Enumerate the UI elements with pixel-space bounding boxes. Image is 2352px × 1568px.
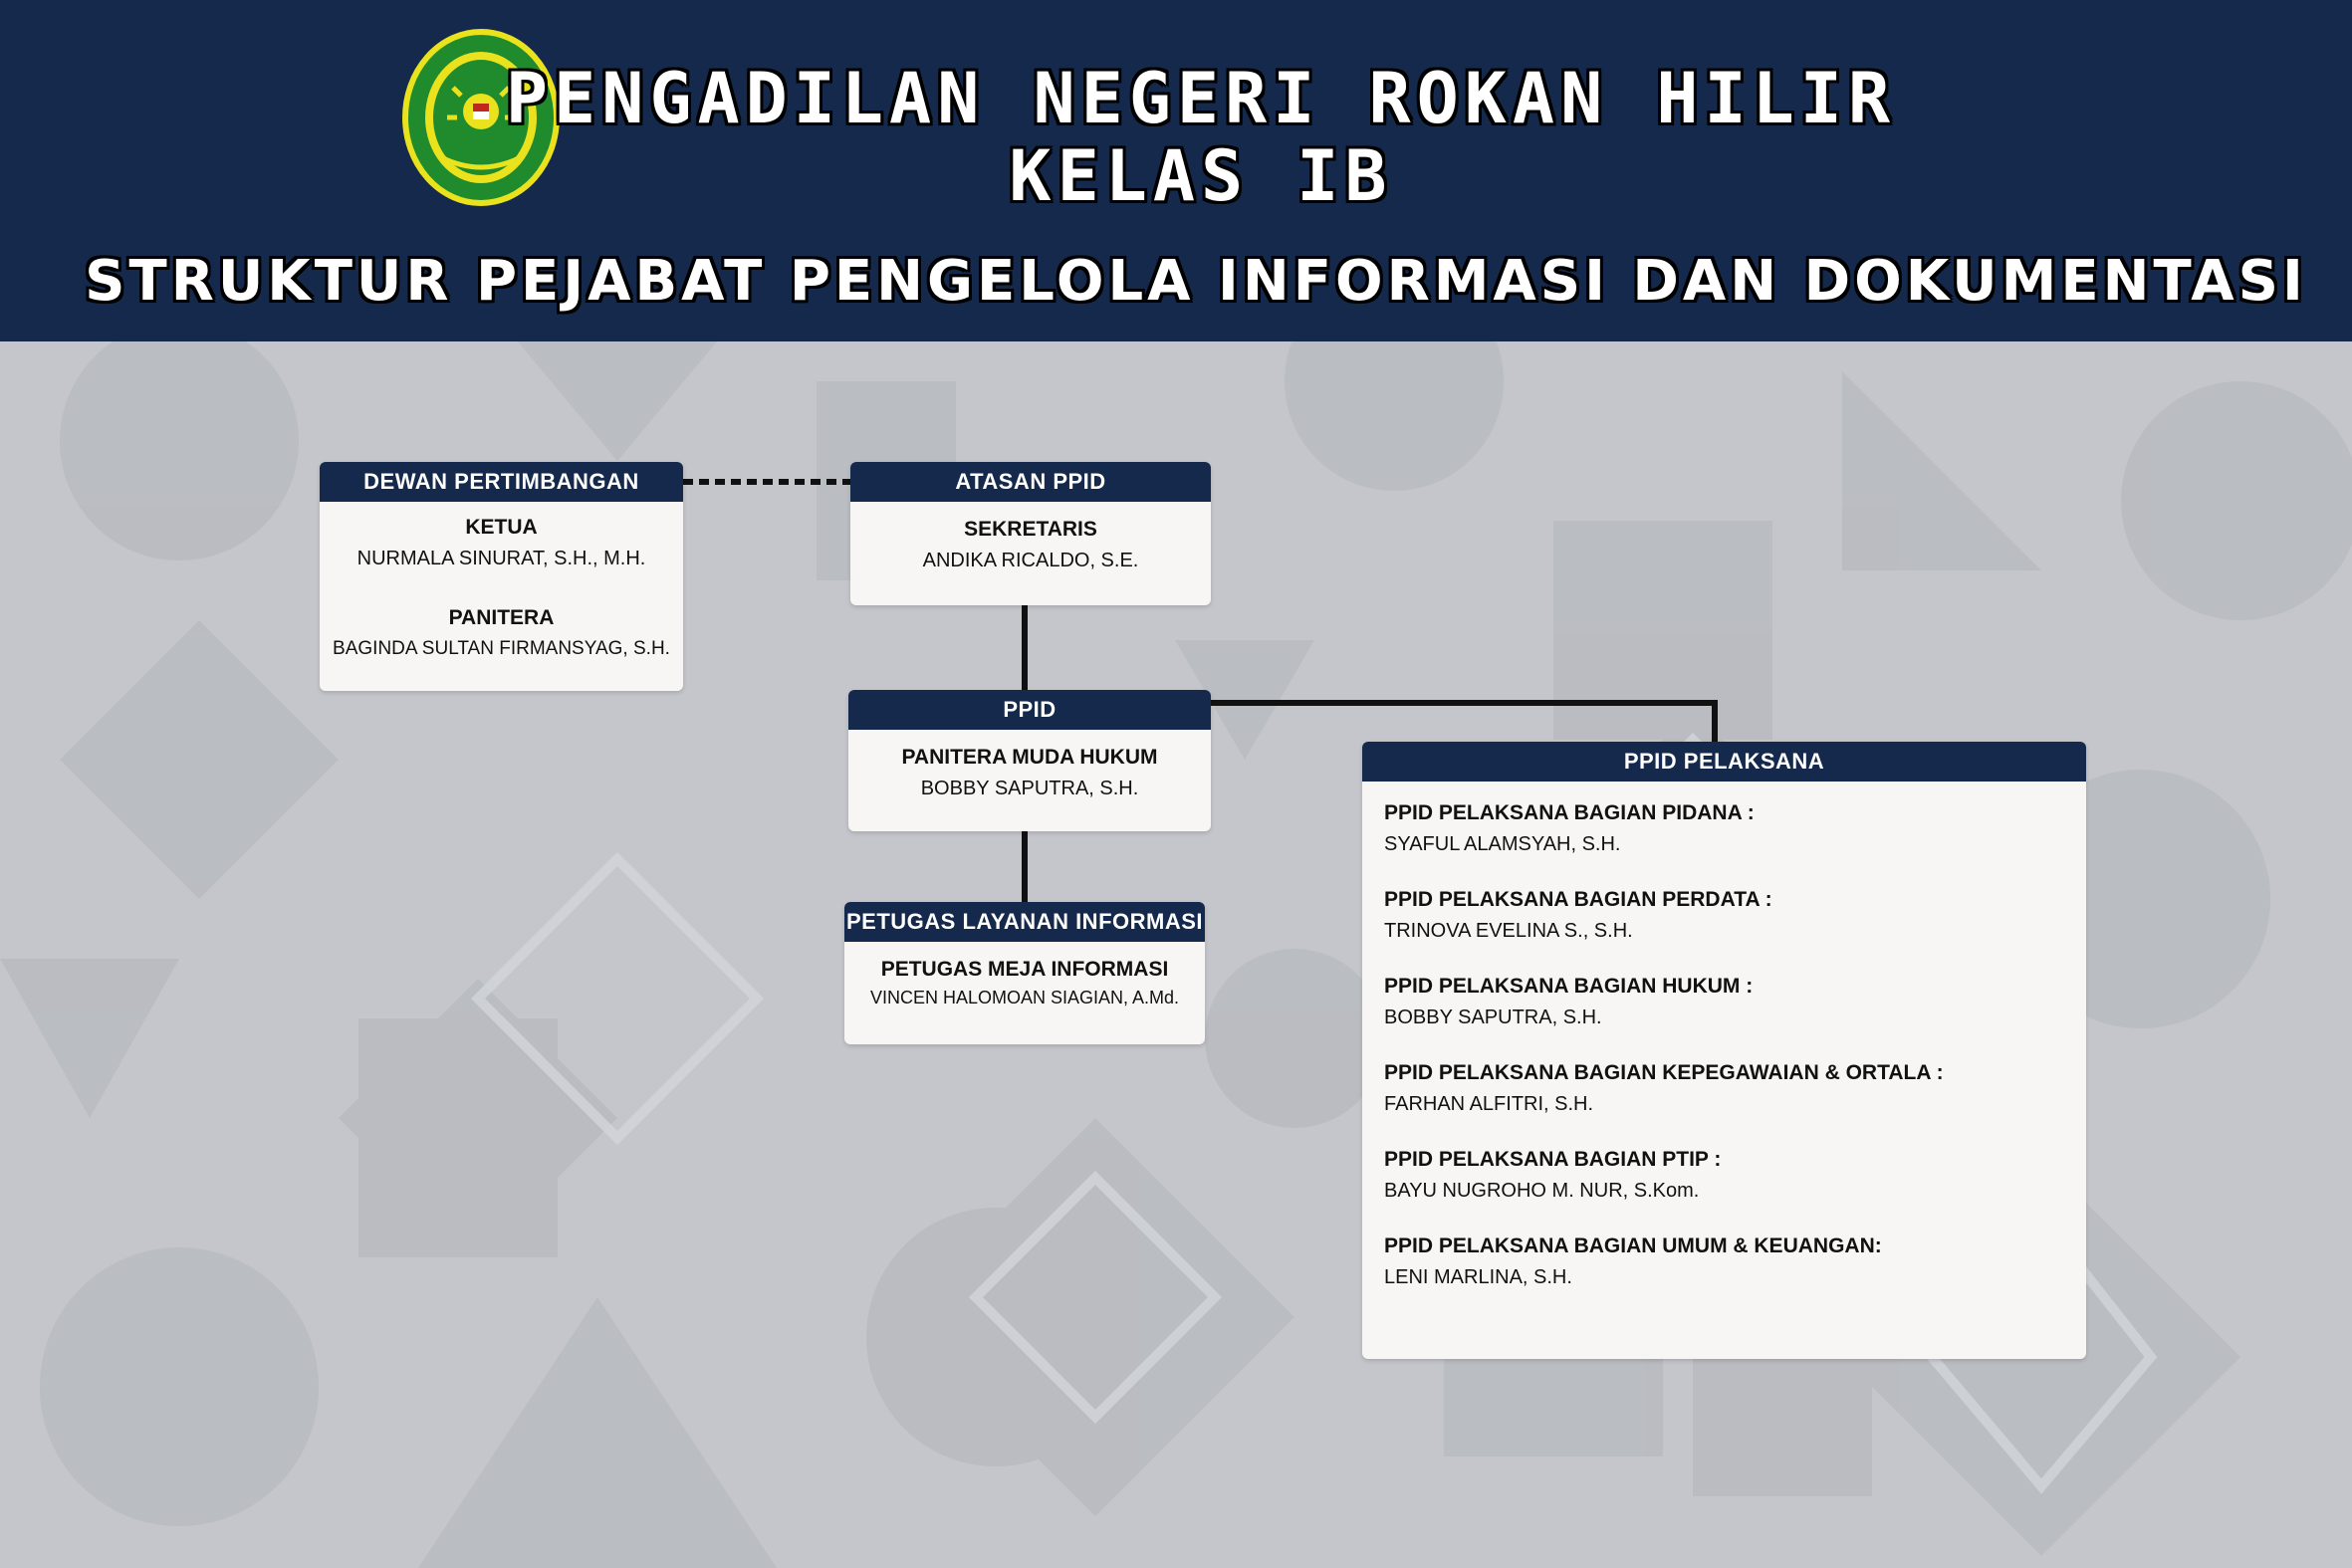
person-name: SYAFUL ALAMSYAH, S.H. [1384,833,1621,855]
connector-ppid-pelaksana [1209,703,1715,742]
list-item [1384,1148,2064,1203]
role-label: PPID PELAKSANA BAGIAN PTIP : [1384,1148,1722,1171]
header-class: KELAS IB [1009,135,1393,217]
list-item [1384,801,2064,856]
atasan-ppid-card [850,462,1211,605]
role-label: PANITERA MUDA HUKUM [901,746,1158,769]
card-title: PPID PELAKSANA [1362,742,2086,782]
header-title: PENGADILAN NEGERI ROKAN HILIR [505,58,1897,139]
ppid-card [848,690,1211,831]
ppid-pelaksana-card [1362,742,2086,1359]
role-label: PPID PELAKSANA BAGIAN UMUM & KEUANGAN: [1384,1234,1882,1257]
list-item [1384,1061,2064,1116]
list-item [1384,1234,2064,1289]
person-name: VINCEN HALOMOAN SIAGIAN, A.Md. [869,988,1180,1008]
petugas-layanan-card [844,902,1205,1044]
dewan-pertimbangan-card [320,462,683,691]
card-title: PPID [848,690,1211,730]
person-name: BAYU NUGROHO M. NUR, S.Kom. [1384,1180,1700,1202]
person-name: FARHAN ALFITRI, S.H. [1384,1093,1594,1115]
card-title: ATASAN PPID [850,462,1211,502]
role-label: PPID PELAKSANA BAGIAN PERDATA : [1384,888,1772,911]
role-label: PPID PELAKSANA BAGIAN PIDANA : [1384,801,1755,824]
person-name: TRINOVA EVELINA S., S.H. [1384,920,1633,942]
person-name: LENI MARLINA, S.H. [1384,1266,1572,1288]
person-name: BAGINDA SULTAN FIRMANSYAG, S.H. [333,638,670,659]
list-item [1384,975,2064,1029]
card-title: DEWAN PERTIMBANGAN [320,462,683,502]
card-title: PETUGAS LAYANAN INFORMASI [844,902,1205,942]
person-name: ANDIKA RICALDO, S.E. [922,550,1139,571]
role-label: SEKRETARIS [964,518,1097,541]
role-label: PETUGAS MEJA INFORMASI [880,958,1169,981]
role-label: PANITERA [448,606,555,629]
role-label: PPID PELAKSANA BAGIAN HUKUM : [1384,975,1754,998]
person-name: BOBBY SAPUTRA, S.H. [920,778,1139,799]
role-label: KETUA [465,516,538,539]
person-name: NURMALA SINURAT, S.H., M.H. [356,548,646,569]
role-label: PPID PELAKSANA BAGIAN KEPEGAWAIAN & ORTALA : [1384,1061,1944,1084]
person-name: BOBBY SAPUTRA, S.H. [1384,1007,1602,1028]
pelaksana-list [1362,782,2086,1289]
list-item [1384,888,2064,943]
header-subtitle: STRUKTUR PEJABAT PENGELOLA INFORMASI DAN DOKUMENTASI [85,249,2307,314]
